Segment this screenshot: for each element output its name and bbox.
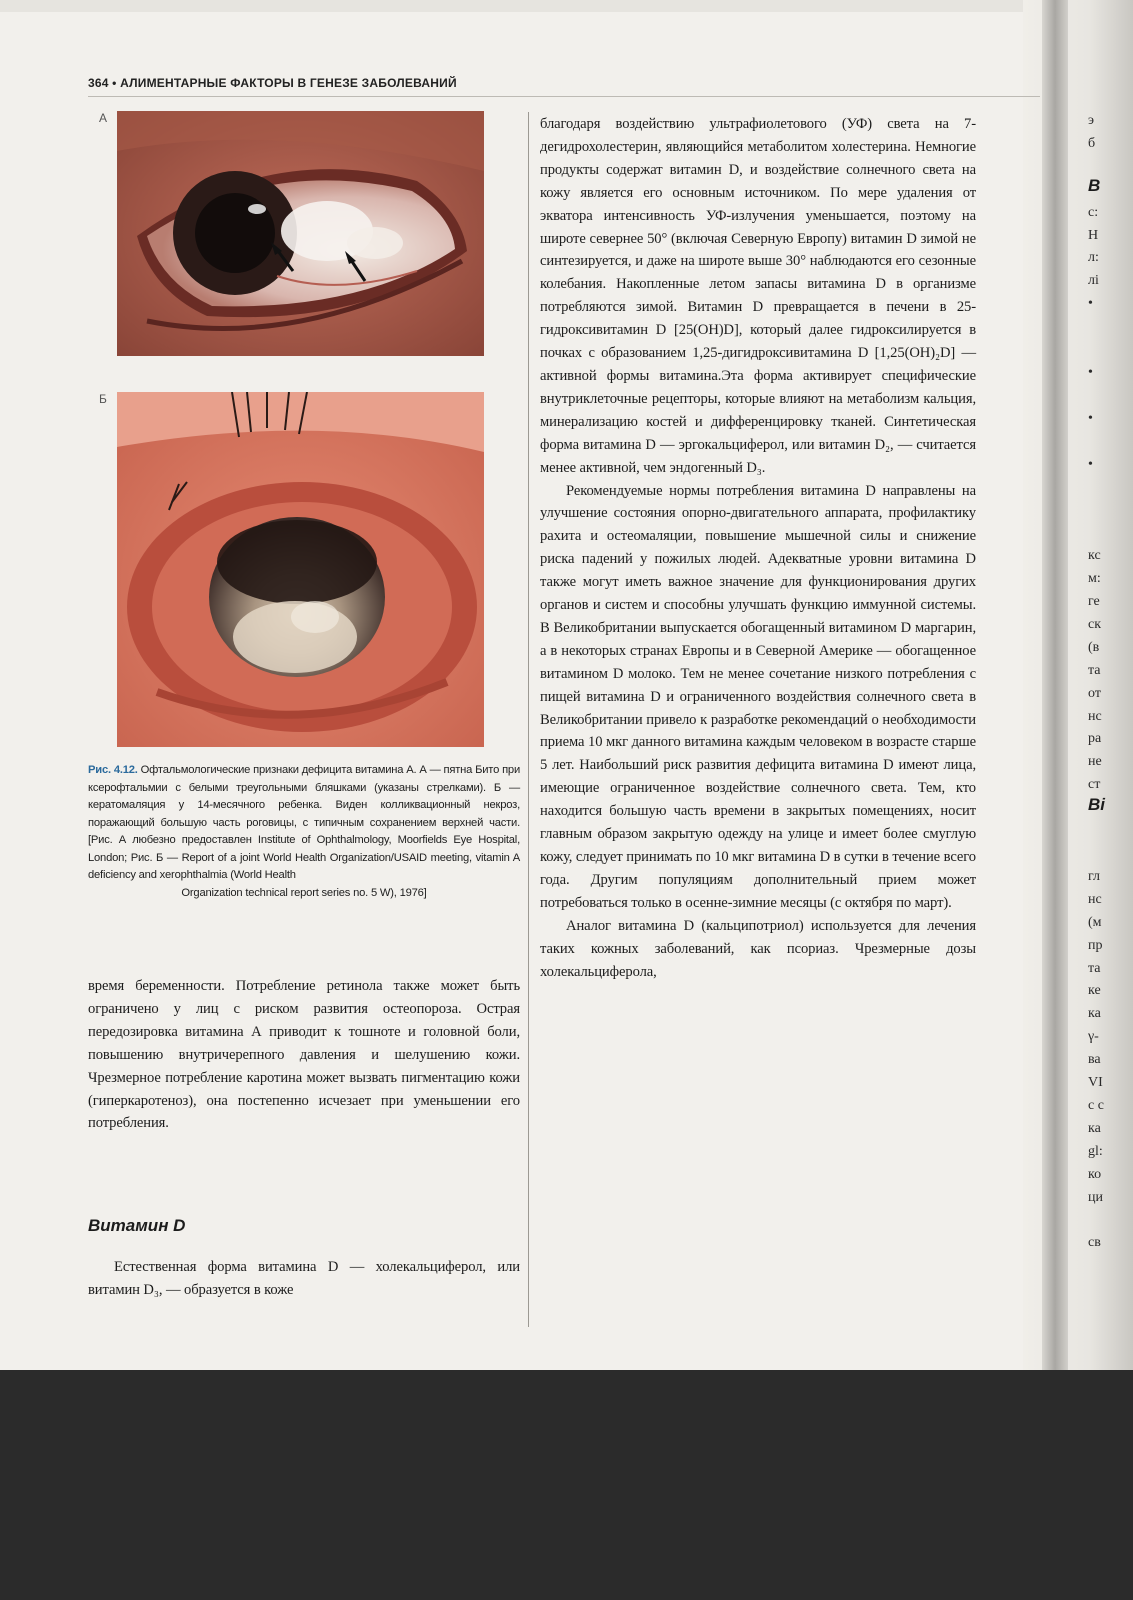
edge-line: нс — [1088, 708, 1102, 724]
eye-photo-keratomalacia — [117, 392, 484, 747]
edge-line — [1088, 316, 1118, 339]
edge-line: ге — [1088, 594, 1100, 610]
section-heading-vitamin-d: Витамин D — [88, 1216, 186, 1235]
edge-line: от — [1088, 685, 1101, 701]
edge-line: с с — [1088, 1097, 1104, 1113]
right-column-text — [540, 113, 976, 983]
paragraph: Аналог витамина D (кальципотриол) используется для лечения таких кожных заболеваний, как псориаз. Чрезмерные дозы холекальциферола, — [540, 917, 976, 980]
figure-caption — [88, 762, 520, 902]
edge-line: • — [1088, 364, 1093, 380]
edge-line — [1088, 522, 1118, 545]
paragraph: благодаря воздействию ультрафиолетового (УФ) света на 7-дегидрохолестерин, являющийся метаболитом холестерина. Немногие продукты содержат витамин D, и воздействие солнечного света на кожу является его основным источником. По мере удаления от экватора интенсивность УФ-излучения уменьшается, поэтому на широте севернее 50° (включая Северную Европу) витамин D зимой не синтезируется, и даже на широте выше 30° наблюдаются его сезонные колебания. Накопленные летом запасы витамина D в организме потребляются зимой. Витамин D превращается в печени в 25-гидроксивитамин D [25(OH)D], который далее гидроксилируется в почках с образованием 1,25-дигидроксивитамина D [1,25(OH)₂D] — активной формы витамина.Эта форма активирует специфические внутриклеточные рецепторы, которые влияют на метаболизм кальция, минерализацию костей и дифференцировку тканей. Синтетическая форма витамина D — эргокальциферол, или витамин D₂, — считается менее активной, чем эндогенный D₃. — [540, 116, 976, 476]
caption-text: Офтальмологические признаки дефицита витамина А. А — пятна Бито при ксерофтальмии с белыми треугольными бляшками (указаны стрелками). Б — кератомаляция у 14-месячного ребенка. Виден колликвационный некроз, поражающий большую часть роговицы, с типичным сохранением верхней части. [Рис. А любезно предоставлен Institute of Ophthalmology, Moorfields Eye Hospital, London; Рис. Б — Report of a joint World Health Organization/USAID meeting, vitamin A deficiency and xerophthalmia (World Health — [88, 764, 520, 881]
edge-line — [1088, 843, 1118, 866]
edge-line: лі — [1088, 273, 1099, 289]
next-page-heading: Ві — [1088, 795, 1105, 814]
vitamin-d-intro — [88, 1256, 520, 1302]
edge-line: л: — [1088, 250, 1099, 266]
edge-line — [1088, 499, 1118, 522]
header-bullet: • — [112, 76, 117, 90]
edge-line — [1088, 339, 1118, 362]
edge-line: та — [1088, 662, 1101, 678]
edge-line — [1088, 477, 1118, 500]
paragraph: Рекомендуемые нормы потребления витамина D направлены на улучшение состояния опорно-двигательного аппарата, профилактику рахита и остеомаляции, повышение мышечной силы и снижение риска падений у пожилых людей. Адекватные уровни витамина D также могут иметь важное значение для функционирования других органов и систем и способны улучшать функцию иммунной системы. В Великобритании выпускается обогащенный витамином D маргарин, а в некоторых странах Европы и в Северной Америке — обогащенное витамином D молоко. Тем не менее сочетание низкого потребления с пищей витамина D и ограниченного воздействия солнечного света в Великобритании привело к разработке рекомендаций о необходимости приема 10 мкг данного витамина каждым человеком в возрасте старше 5 лет. Наибольший риск развития дефицита витамина D имеют лица, имеющие ограниченное воздействие солнечного света. Тем, кто находится большую часть времени в закрытых помещениях, носит главным образом закрытую одежду на улице и имеет более смуглую кожу, следует принимать по 10 мкг витамина D в сутки в течение всего года. Другим популяциям дополнительный прием может потребоваться только в осенне-зимние месяцы (с октября по март). — [540, 482, 976, 911]
edge-line: (м — [1088, 914, 1102, 930]
running-header — [88, 76, 457, 90]
page-number: 364 — [88, 76, 109, 90]
edge-line: • — [1088, 456, 1093, 472]
edge-line — [1088, 1210, 1118, 1233]
edge-line — [1088, 385, 1118, 408]
edge-line: не — [1088, 754, 1102, 770]
figure-number: Рис. 4.12. — [88, 764, 138, 776]
caption-last-line: Organization technical report series no. 5 W), 1976] — [181, 886, 427, 899]
edge-line: б — [1088, 135, 1096, 151]
edge-line: нс — [1088, 891, 1102, 907]
edge-line: ст — [1088, 777, 1101, 793]
edge-line: VI — [1088, 1075, 1103, 1091]
edge-line: пр — [1088, 937, 1103, 953]
paragraph: время беременности. Потребление ретинола также может быть ограничено у лиц с риском развития остеопороза. Острая передозировка витамина А приводит к тошноте и головной боли, повышению внутричерепного давления и шелушению кожи. Чрезмерное потребление каротина может вызвать пигментацию кожи (гиперкаротеноз), она постепенно исчезает при уменьшении его потребления. — [88, 978, 520, 1132]
edge-line: • — [1088, 410, 1093, 426]
panel-a-label: А — [99, 111, 108, 125]
edge-line: ко — [1088, 1166, 1102, 1182]
scan-top-edge — [0, 0, 1133, 12]
edge-line: та — [1088, 960, 1101, 976]
edge-line: м: — [1088, 571, 1101, 587]
eye-photo-bitot-spots — [117, 111, 484, 356]
left-column-text — [88, 975, 520, 1135]
edge-line: ск — [1088, 616, 1102, 632]
edge-line: ке — [1088, 983, 1101, 999]
edge-line: гл — [1088, 868, 1101, 884]
edge-line: ци — [1088, 1189, 1103, 1205]
column-divider — [528, 112, 529, 1327]
next-page-edge-text — [1088, 110, 1118, 1255]
panel-b-label: Б — [99, 392, 107, 406]
header-title: АЛИМЕНТАРНЫЕ ФАКТОРЫ В ГЕНЕЗЕ ЗАБОЛЕВАНИЙ — [120, 76, 457, 90]
next-page-heading: В — [1088, 176, 1101, 195]
edge-line — [1088, 820, 1118, 843]
edge-line: ка — [1088, 1120, 1101, 1136]
edge-line: ва — [1088, 1052, 1101, 1068]
edge-line: gl: — [1088, 1143, 1103, 1159]
edge-line: ра — [1088, 731, 1102, 747]
scanner-background — [0, 1370, 1133, 1600]
edge-line — [1088, 431, 1118, 454]
edge-line: Н — [1088, 227, 1099, 243]
edge-line: γ- — [1088, 1029, 1099, 1045]
paragraph: Естественная форма витамина D — холекальциферол, или витамин D₃, — образуется в коже — [88, 1259, 520, 1298]
edge-line: ка — [1088, 1006, 1101, 1022]
edge-line: э — [1088, 113, 1095, 128]
header-rule — [88, 96, 1040, 97]
edge-line: св — [1088, 1235, 1101, 1251]
book-spine — [1042, 0, 1068, 1370]
edge-line: (в — [1088, 639, 1100, 655]
edge-line: с: — [1088, 204, 1099, 220]
edge-line: • — [1088, 296, 1093, 312]
edge-line: кс — [1088, 548, 1101, 564]
